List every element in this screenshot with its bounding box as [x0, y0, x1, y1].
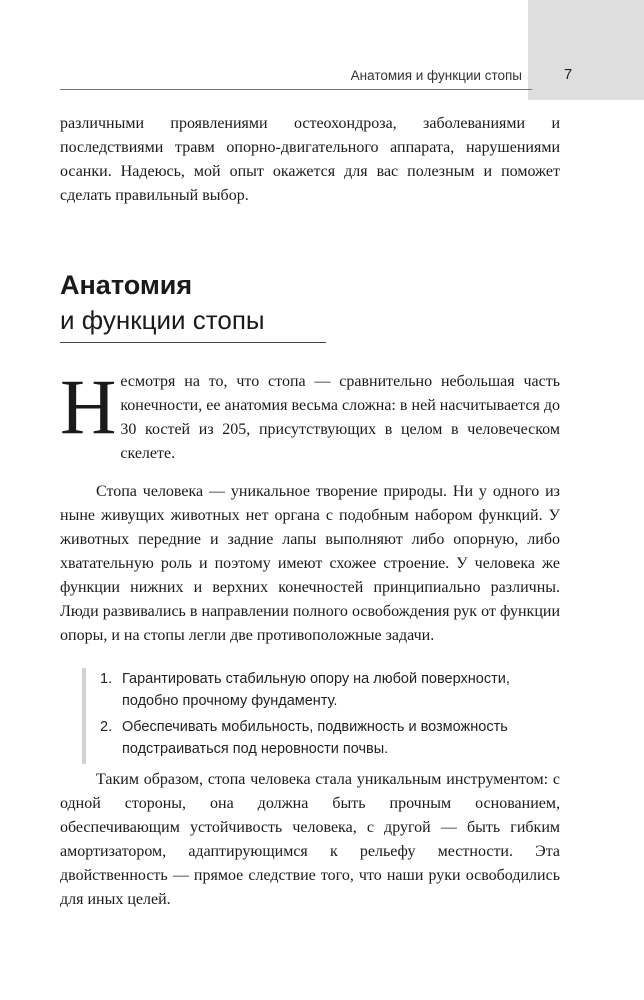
- section-title-light: и функции стопы: [60, 305, 265, 335]
- paragraph-with-dropcap: [60, 363, 560, 466]
- paragraph: Стопа человека — уникальное творение природы. Ни у одного из ныне живущих животных нет органа с подобным набором функций. У животных передние и задние лапы выполняют либо опорную, либо хватательную роль и поэтому имеют схожее строение. У человека же функции нижних и верхних конечностей принципиально различны. Люди развивались в направлении полного освобождения рук от функции опоры, и на стопы легли две противоположные задачи.: [60, 483, 560, 644]
- list-item-number: 2.: [100, 719, 113, 735]
- list-item-text: Гарантировать стабильную опору на любой поверхности, подобно прочному фундаменту.: [122, 671, 510, 709]
- section-title-rule: [60, 342, 326, 343]
- list-item: [100, 668, 570, 712]
- running-header: Анатомия и функции стопы: [60, 68, 532, 90]
- list-item-text: Обеспечивать мобильность, подвижность и возможность подстраиваться под неровности почвы.: [122, 719, 508, 757]
- drop-cap: Н: [60, 363, 117, 450]
- list-item-number: 1.: [100, 671, 113, 687]
- section-title-bold: Анатомия: [60, 270, 193, 300]
- paragraph-text: есмотря на то, что стопа — сравнительно небольшая часть конечности, ее анатомия весьма сложна: в ней насчитывается до 30 костей из 205, присутствующих в целом в человеческом скелете.: [120, 373, 560, 462]
- list-item: [100, 716, 570, 760]
- intro-paragraph: различными проявлениями остеохондроза, заболеваниями и последствиями травм опорно-двигательного аппарата, нарушениями осанки. Надеюсь, мой опыт окажется для вас полезным и поможет сделать правильный выбор.: [60, 115, 560, 204]
- paragraph: Таким образом, стопа человека стала уникальным инструментом: с одной стороны, она должна быть прочным основанием, обеспечивающим устойчивость человека, с другой — быть гибким амортизатором, адаптирующимся к рельефу местности. Эта двойственность — прямое следствие того, что наши руки освободились для иных целей.: [60, 771, 560, 908]
- page-number: 7: [563, 66, 573, 83]
- page-number-tab: [528, 0, 644, 100]
- numbered-list: [82, 668, 570, 764]
- section-title: [60, 268, 326, 338]
